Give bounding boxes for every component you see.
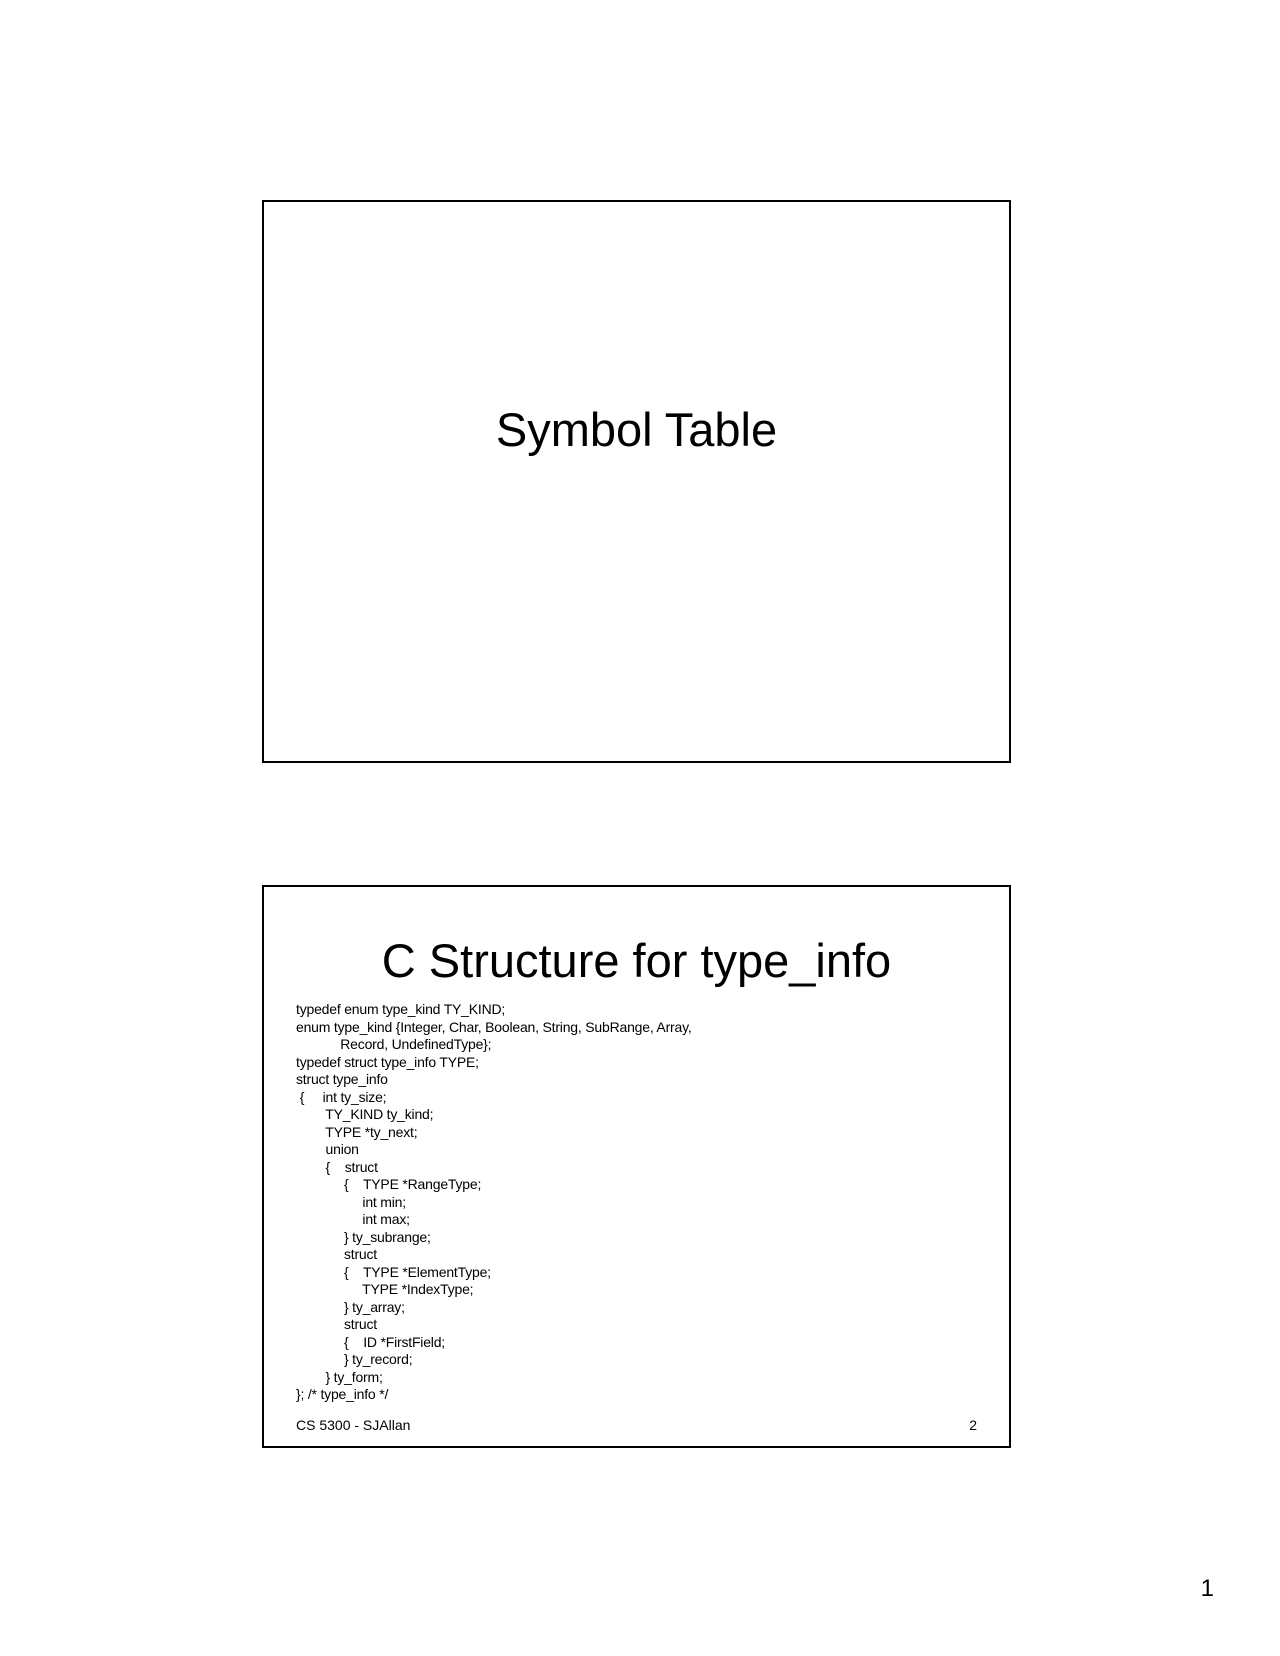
code-line: struct <box>296 1246 377 1262</box>
code-line: { int ty_size; <box>296 1088 387 1105</box>
code-line: } ty_subrange; <box>296 1228 431 1245</box>
code-line: struct <box>296 1316 377 1332</box>
code-line: typedef enum type_kind TY_KIND; <box>296 1001 506 1017</box>
code-line: typedef struct type_info TYPE; <box>296 1053 479 1070</box>
code-line: } ty_array; <box>296 1298 405 1315</box>
slide-2-title: C Structure for type_info <box>381 934 892 987</box>
slide-1 <box>262 200 1011 763</box>
code-line: TY_KIND ty_kind; <box>296 1106 434 1122</box>
code-line: }; /* type_info */ <box>296 1386 389 1402</box>
slide-1-title: Symbol Table <box>495 403 778 456</box>
code-line: int min; <box>296 1193 406 1210</box>
code-line: union <box>296 1141 359 1157</box>
code-line: int max; <box>296 1211 410 1227</box>
code-line: Record, UndefinedType}; <box>296 1036 492 1052</box>
code-line: TYPE *IndexType; <box>296 1281 474 1297</box>
code-block <box>296 1001 692 1404</box>
slide-footer <box>296 1417 977 1434</box>
code-line: enum type_kind {Integer, Char, Boolean, String, SubRange, Array, <box>296 1018 692 1035</box>
page-number: 1 <box>1200 1575 1214 1602</box>
code-line: { ID *FirstField; <box>296 1333 445 1350</box>
code-line: } ty_form; <box>296 1368 383 1385</box>
code-line: TYPE *ty_next; <box>296 1123 418 1140</box>
code-line: { struct <box>296 1158 378 1175</box>
code-line: { TYPE *ElementType; <box>296 1263 491 1280</box>
slide-2 <box>262 885 1011 1448</box>
code-line: { TYPE *RangeType; <box>296 1176 482 1192</box>
code-line: struct type_info <box>296 1071 388 1087</box>
code-line: } ty_record; <box>296 1351 413 1367</box>
footer-slide-number: 2 <box>969 1417 977 1433</box>
footer-course: CS 5300 - SJAllan <box>296 1417 411 1433</box>
